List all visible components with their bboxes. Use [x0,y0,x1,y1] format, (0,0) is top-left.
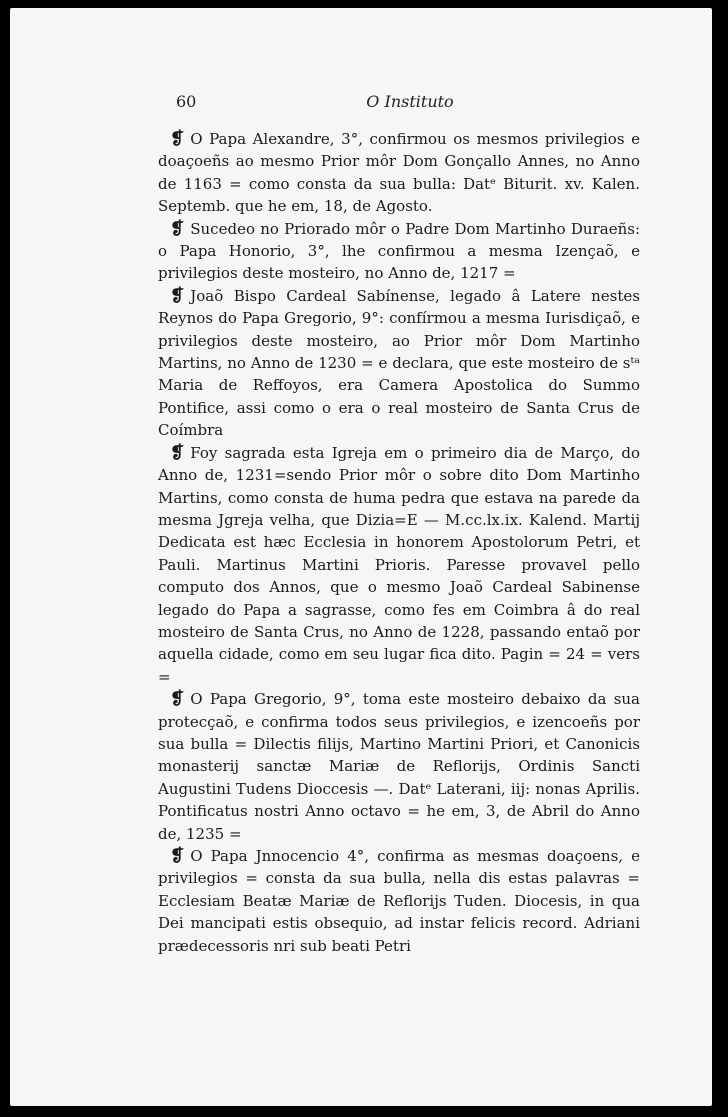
paragraph-text: O Papa Jnnocencio 4°, confirma as mesmas doaçoens, e privilegios = consta da sua bulla, nella dis estas palavras = Ecclesiam Beatæ Mariæ de Reflorijs Tuden. Diocesis, in qua Dei mancipati estis obsequio, ad instar felicis record. Adriani prædecessoris nri sub beati Petri [158,847,640,955]
paragraph-mark-icon: ❡ [170,218,185,239]
running-title: O Instituto [366,92,454,111]
paragraph-mark-icon: ❡ [170,442,185,463]
paragraph [158,285,640,442]
paragraph [158,442,640,688]
paragraph-text: O Papa Alexandre, 3°, confirmou os mesmos privilegios e doaçoeñs ao mesmo Prior môr Dom Gonçallo Annes, no Anno de 1163 = como consta da sua bulla: Datᵉ Biturit. xv. Kalen. Septemb. que he em, 18, de Agosto. [158,130,640,216]
paragraph-text: Sucedeo no Priorado môr o Padre Dom Martinho Duraeñs: o Papa Honorio, 3°, lhe confirmou a mesma Izençaõ, e privilegios deste mosteiro, no Anno de, 1217 = [158,219,640,283]
paragraph [158,688,640,845]
paragraph-mark-icon: ❡ [170,129,185,149]
page-number: 60 [176,92,197,111]
page-header [168,92,652,116]
paragraph [158,128,640,218]
paragraph-text: Foy sagrada esta Igreja em o primeiro dia de Março, do Anno de, 1231=sendo Prior môr o sobre dito Dom Martinho Martins, como consta de huma pedra que estava na parede da mesma Jgreja velha, que Dizia=E — M.cc.lx.ix. Kalend. Martij Dedicata est hæc Ecclesia in honorem Apostolorum Petri, et Pauli. Martinus Martini Prioris. Paresse provavel pello computo dos Annos, que o mesmo Joaõ Cardeal Sabinense legado do Papa a sagrasse, como fes em Coimbra â do real mosteiro de Santa Crus, no Anno de 1228, passando entaõ por aquella cidade, como em seu lugar fica dito. Pagin = 24 = vers = [158,443,640,686]
paragraph [158,845,640,957]
paragraph-mark-icon: ❡ [170,689,185,710]
paragraph [158,218,640,285]
body-text [158,128,640,957]
paragraph-text: O Papa Gregorio, 9°, toma este mosteiro debaixo da sua protecçaõ, e confirma todos seus privilegios, e izencoeñs por sua bulla = Dilectis filijs, Martino Martini Priori, et Canonicis monasterij sanctæ Mariæ de Reflorijs, Ordinis Sancti Augustini Tudens Dioccesis —. Datᵉ Laterani, iij: nonas Aprilis. Pontificatus nostri Anno octavo = he em, 3, de Abril do Anno de, 1235 = [158,690,640,843]
paragraph-mark-icon: ❡ [170,846,185,866]
paragraph-mark-icon: ❡ [170,285,185,306]
paragraph-text: Joaõ Bispo Cardeal Sabínense, legado â Latere nestes Reynos do Papa Gregorio, 9°: confírmou a mesma Iurisdiçaõ, e privilegios deste mosteiro, ao Prior môr Dom Martinho Martins, no Anno de 1230 = e declara, que este mosteiro de sᵗᵃ Maria de Reffoyos, era Camera Apostolica do Summo Pontifice, assi como o era o real mosteiro de Santa Crus de Coímbra [158,286,640,440]
